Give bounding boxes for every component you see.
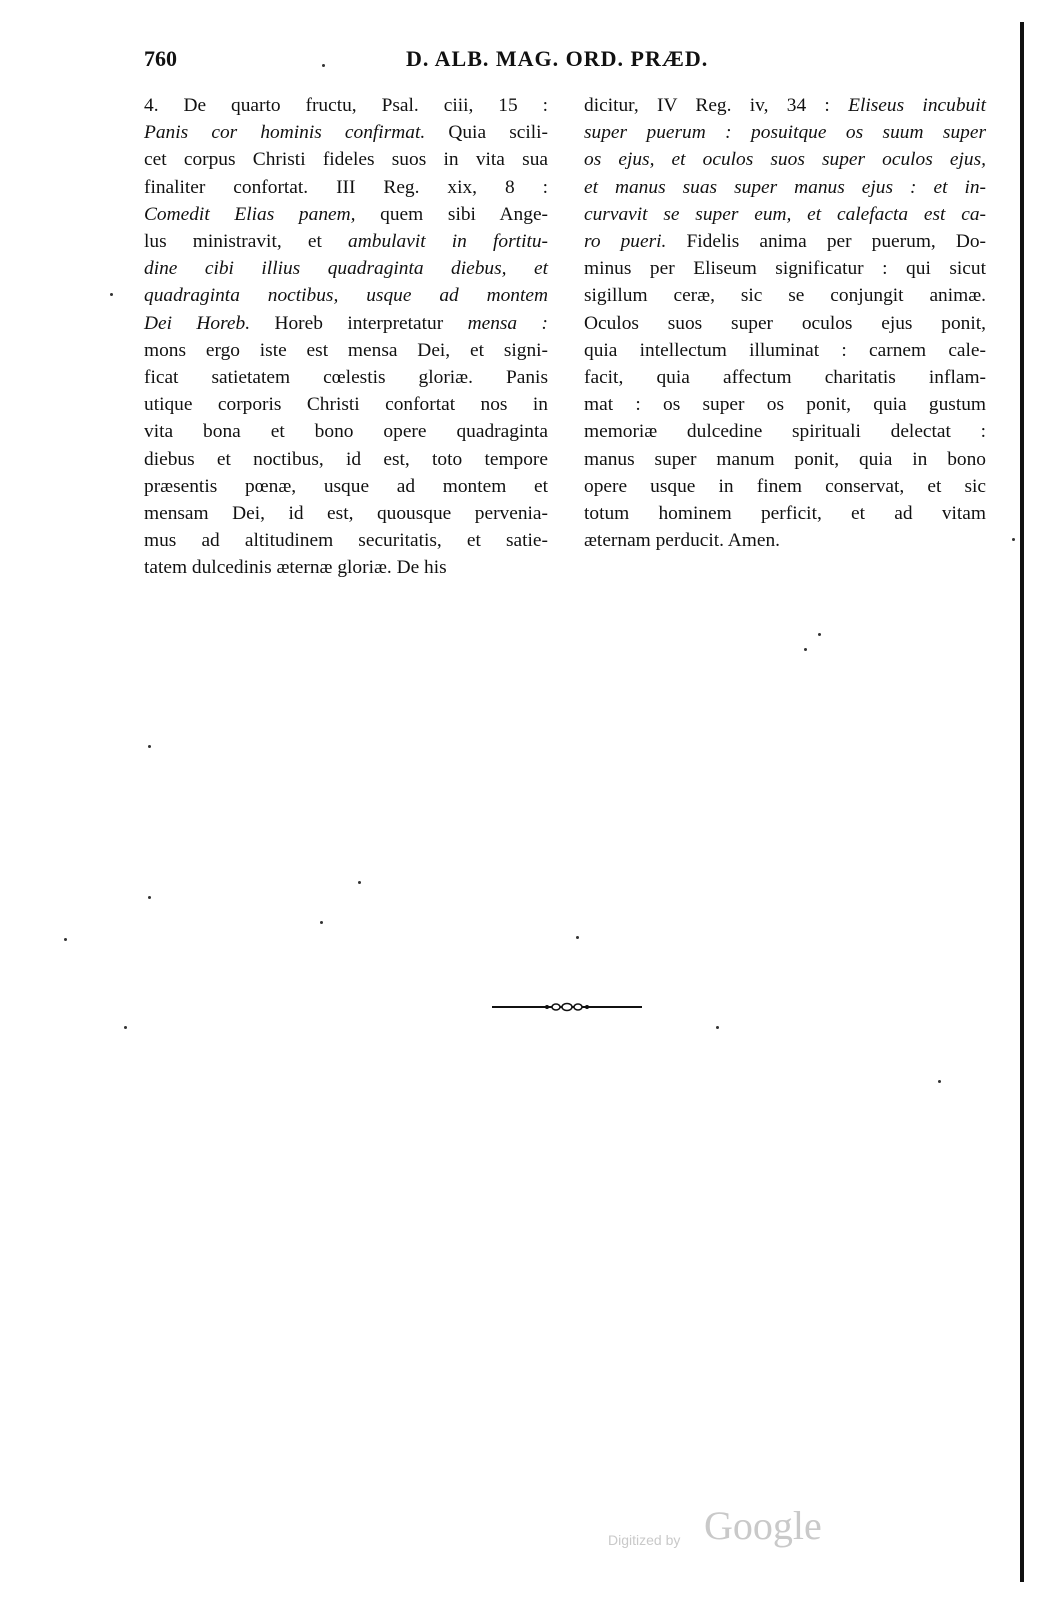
text-run: minus per Eliseum significatur : qui sicut (584, 258, 986, 280)
text-run: præsentis pœnæ, usque ad montem et (144, 475, 548, 497)
text-run: ciii (443, 95, 469, 116)
left-column-line (144, 146, 548, 173)
text-run: mons ergo iste est mensa Dei, et signi- (144, 339, 548, 361)
right-column-line (584, 255, 986, 282)
right-column-line (584, 446, 986, 473)
text-run: mensam Dei, id est, quousque pervenia- (144, 503, 548, 525)
left-column-line (144, 473, 548, 500)
left-column-line (144, 337, 548, 364)
page-number: 760 (144, 46, 177, 71)
text-run: ficat satietatem cœlestis gloriæ. Panis (144, 367, 548, 389)
right-column-line (584, 228, 986, 255)
right-column-line (584, 201, 986, 228)
text-run: æternam perducit. Amen. (584, 530, 781, 552)
italic-text: ro pueri. (584, 231, 667, 253)
text-run: quia intellectum illuminat : carnem cale- (584, 339, 986, 361)
running-header (144, 46, 984, 76)
text-run: tatem dulcedinis æternæ gloriæ. De his (144, 557, 447, 579)
text-run: , 15 : (468, 95, 549, 116)
watermark-brand: Google (704, 1503, 822, 1548)
right-text-column (584, 92, 986, 554)
right-column-line (584, 282, 986, 309)
right-column-line (584, 337, 986, 364)
digitized-by-google-watermark (608, 1502, 848, 1562)
italic-text: quadraginta noctibus, usque ad montem (144, 285, 548, 307)
right-column-line (584, 391, 986, 418)
left-text-column (144, 92, 548, 582)
italic-text: ambulavit in fortitu- (348, 231, 548, 253)
italic-text: super puerum : posuitque os suum super (584, 122, 986, 144)
right-column-line (584, 146, 986, 173)
right-column-line (584, 364, 986, 391)
text-run: utique corporis Christi confortat nos in (144, 394, 548, 416)
italic-text: os ejus, et oculos suos super oculos ejus, (584, 149, 986, 171)
text-run: totum hominem perficit, et ad vitam (584, 503, 986, 525)
text-run: mat : os super os ponit, quia gustum (584, 394, 986, 416)
left-column-line (144, 500, 548, 527)
italic-text: Panis cor hominis confirmat. (144, 122, 426, 144)
left-column-line (144, 201, 548, 228)
italic-text: et manus suas super manus ejus : et in- (584, 176, 986, 198)
right-column-line (584, 119, 986, 146)
text-run: Fidelis anima per puerum, Do- (666, 231, 986, 253)
text-run: Oculos suos super oculos ejus ponit, (584, 312, 986, 334)
text-run: cet corpus Christi fideles suos in vita sua (144, 149, 548, 171)
text-run: finaliter confortat. III Reg. xix, 8 : (144, 176, 548, 198)
left-column-line (144, 92, 548, 119)
text-run: quem sibi Ange- (355, 203, 549, 225)
left-column-line (144, 174, 548, 201)
left-column-line (144, 310, 548, 337)
text-run: facit, quia affectum charitatis inflam- (584, 367, 986, 389)
italic-text: Comedit Elias panem, (144, 203, 356, 225)
text-run: sigillum ceræ, sic se conjungit animæ. (584, 285, 986, 307)
text-run: manus super manum ponit, quia in bono (584, 448, 986, 470)
italic-text: mensa : (467, 312, 548, 334)
text-run: diebus et noctibus, id est, toto tempore (144, 448, 548, 470)
left-column-line (144, 391, 548, 418)
italic-text: Dei Horeb. (144, 312, 251, 334)
end-ornament (492, 1000, 642, 1014)
left-column-line (144, 228, 548, 255)
right-column-line (584, 174, 986, 201)
text-run: Horeb interpretatur (250, 312, 468, 334)
italic-text: dine cibi illius quadraginta diebus, et (144, 258, 548, 280)
italic-text: curvavit se super eum, et calefacta est ca- (584, 203, 986, 225)
left-column-line (144, 119, 548, 146)
text-run: mus ad altitudinem securitatis, et satie- (144, 530, 548, 552)
text-run: vita bona et bono opere quadraginta (144, 421, 548, 443)
left-column-line (144, 527, 548, 554)
text-run: dicitur, IV Reg. iv, 34 : (584, 95, 849, 116)
running-head-title: D. ALB. MAG. ORD. PRÆD. (406, 46, 709, 71)
text-run: memoriæ dulcedine spirituali delectat : (584, 421, 986, 443)
text-run: 4. De quarto fructu, Psal. (144, 95, 444, 116)
left-column-line (144, 364, 548, 391)
left-column-line (144, 446, 548, 473)
right-column-line (584, 527, 986, 554)
left-column-line (144, 282, 548, 309)
right-column-line (584, 92, 986, 119)
left-column-line (144, 418, 548, 445)
right-column-line (584, 473, 986, 500)
watermark-prefix: Digitized by (608, 1532, 681, 1548)
page-edge-rule (1020, 22, 1024, 1582)
left-column-line (144, 255, 548, 282)
text-run: opere usque in finem conservat, et sic (584, 475, 986, 497)
left-column-line (144, 554, 548, 581)
right-column-line (584, 500, 986, 527)
text-run: Quia scili- (425, 122, 548, 144)
text-run: lus ministravit, et (144, 231, 349, 253)
right-column-line (584, 310, 986, 337)
italic-text: Eliseus incubuit (848, 95, 986, 116)
right-column-line (584, 418, 986, 445)
